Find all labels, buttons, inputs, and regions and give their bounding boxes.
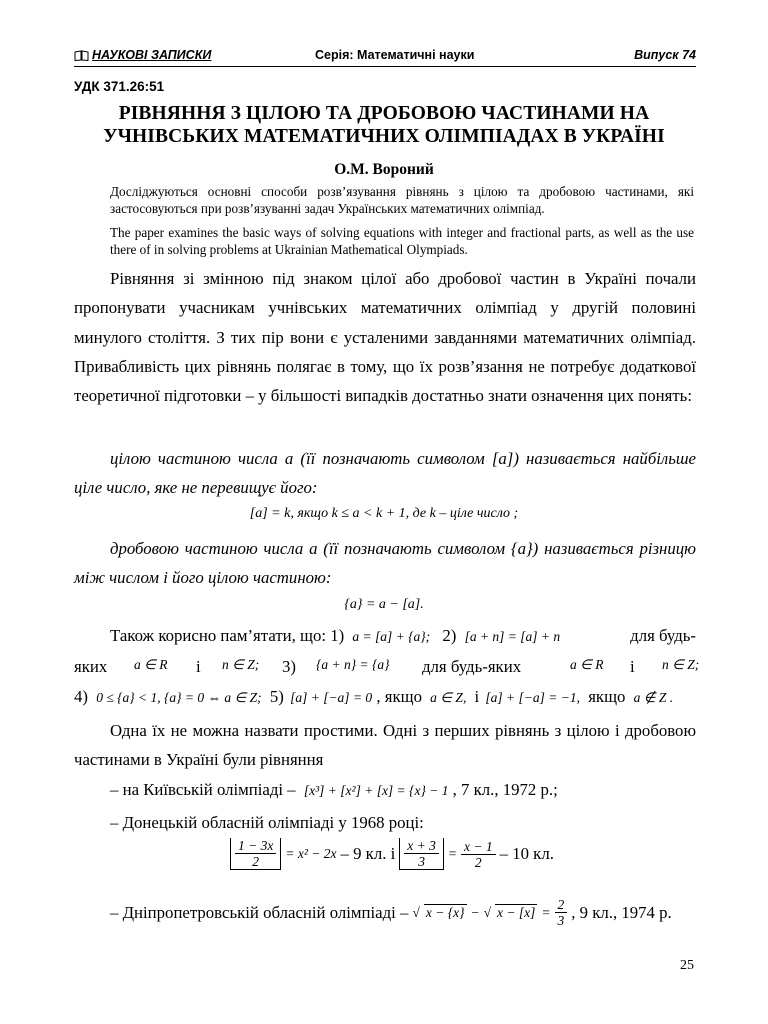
equation-kyiv: [x³] + [x²] + [x] = {x} − 1: [303, 783, 449, 798]
definition-integer-part: цілою частиною числа a (її позначають символом [a]) називається найбільше ціле число, яке не перевищує його:: [74, 449, 696, 497]
intro-paragraph: Рівняння зі змінною під знаком цілої або дробової частин в Україні почали пропонувати учасникам учнівських математичних олімпіад у другій половині минулого століття. З тих пір вони є усталеними завданнями математичних олімпіад. Привабливість цих рівнянь полягає в тому, що їх розв’язання не потребує додаткової теоретичної підготовки – у більшості випадків достатньо знати означення цих понять:: [74, 269, 696, 406]
journal-title: НАУКОВІ ЗАПИСКИ: [92, 48, 212, 62]
abstract-ukrainian: Досліджуються основні способи розв’язування рівнянь з цілою та дробовою частинами, які застосовуються при розв’язуванні задач Українських математичних олімпіад.: [110, 184, 694, 216]
abstract-english: The paper examines the basic ways of solving equations with integer and fractional parts, as well as the use there of in solving problems at Ukrainian Mathematical Olympiads.: [110, 225, 694, 257]
equation-item-dnipro: – Дніпропетровській обласній олімпіаді – √ x − {x} − √ x − [x] = $\frac{2}{3}$ , 9 кл., 1974 р.: [110, 897, 672, 928]
formula-integer-part: [a] = k, якщо k ≤ a < k + 1, де k – ціле число ;: [249, 506, 519, 521]
journal-name: [74, 48, 211, 62]
properties-line-2: яких a ∈ R і n ∈ Z; 3) {a + n} = {a} для будь-яких a ∈ R і n ∈ Z;: [74, 657, 700, 676]
paper-title: РІВНЯННЯ З ЦІЛОЮ ТА ДРОБОВОЮ ЧАСТИНАМИ НА УЧНІВСЬКИХ МАТЕМАТИЧНИХ ОЛІМПІАДАХ В УКРАЇНІ: [103, 103, 665, 147]
formula-fractional-part: {a} = a − [a].: [344, 597, 424, 612]
page-number: 25: [680, 958, 694, 973]
series-name: Серія: Математичні науки: [315, 48, 475, 62]
running-header: [74, 46, 696, 67]
olympiad-paragraph: Одна їх не можна назвати простими. Одні з перших рівнянь з цілою і дробовою частинами в Україні були рівняння: [74, 721, 696, 770]
definition-fractional-part: дробовою частиною числа a (її позначають символом {a}) називається різницю між числом і його цілою частиною:: [74, 539, 696, 587]
udk-code: УДК 371.26:51: [74, 79, 165, 94]
properties-line-1: Також корисно пам’ятати, що: 1) a = [a] + {a}; 2) [a + n] = [a] + n для будь-: [110, 626, 696, 645]
equation-item-donetsk-heading: – Донецькій обласній олімпіаді у 1968 році:: [110, 813, 424, 832]
floor-bracket: $\frac{1 - 3x}{2}$: [230, 838, 281, 870]
floor-bracket: $\frac{x + 3}{3}$: [399, 838, 444, 870]
author-name: О.М. Вороний: [334, 161, 434, 178]
issue-number: Випуск 74: [634, 48, 696, 62]
equation-item-donetsk: $\frac{1 - 3x}{2}$ = x² − 2x – 9 кл. і $\frac{x + 3}{3}$ = $\frac{x - 1}{2}$ – 10 кл.: [230, 838, 554, 870]
properties-line-3: 4) 0 ≤ {a} < 1, {a} = 0 ⇔ a ∈ Z; 5) [a] + [−a] = 0 , якщо a ∈ Z, і [a] + [−a] = −1, якщо a ∉ Z .: [74, 687, 674, 706]
equation-item-kyiv: – на Київській олімпіаді – [x³] + [x²] + [x] = {x} − 1 , 7 кл., 1972 р.;: [110, 780, 558, 799]
book-icon: [74, 50, 89, 61]
